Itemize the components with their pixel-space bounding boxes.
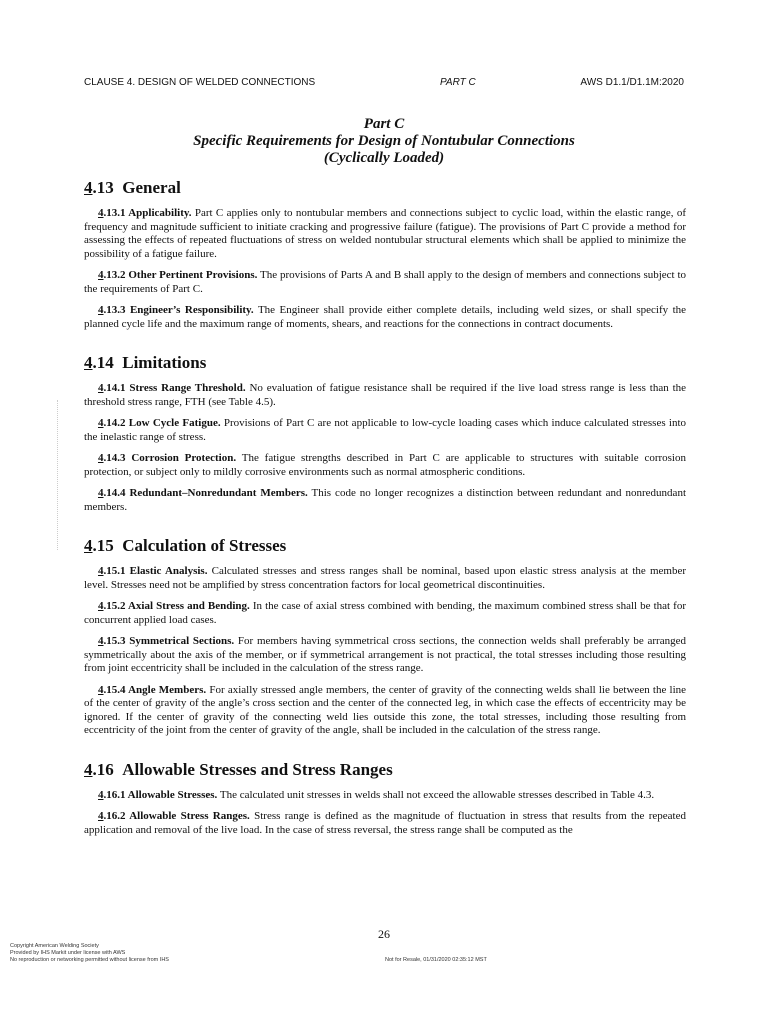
clause-4-13-1: 4.13.1 Applicability. Part C applies only to nontubular members and connections subject to cyclic load, within the elastic range, of frequency and magnitude sufficient to initiate cracking and progressive failure (fatigue). The provisions of Part C provide a method for assessing the effects of repeated fluctuations of stress on welded nontubular structural elements which shall be applied to minimize the possibility of a fatigue failure.: [84, 207, 686, 260]
clause-4-14-2: 4.14.2 Low Cycle Fatigue. Provisions of Part C are not applicable to low-cycle loading cases which induce calculated stresses into the inelastic range of stress.: [84, 417, 687, 443]
part-title: [84, 116, 684, 167]
clause-4-15-2: 4.15.2 Axial Stress and Bending. In the case of axial stress combined with bending, the maximum combined stress shall be that for concurrent applied load cases.: [84, 600, 686, 626]
running-header: [84, 77, 684, 91]
clause-4-13-3: 4.13.3 Engineer’s Responsibility. The Engineer shall provide either complete details, including weld sizes, or shall specify the planned cycle life and the maximum range of moments, shears, and reactions for the connections in contract documents.: [84, 304, 687, 330]
section-4-15: [84, 536, 686, 738]
section-4-14: [84, 353, 686, 514]
clause-4-15-3: 4.15.3 Symmetrical Sections. For members having symmetrical cross sections, the connection welds shall preferably be arranged symmetrically about the axis of the member, or if symmetrical arrangement is not practical, the total stresses including those resulting from joint eccentricity shall be included in the calculation of the stress range.: [84, 635, 686, 674]
header-part: PART C: [440, 77, 476, 88]
section-4-13: [84, 178, 686, 331]
section-heading: 4.14 Limitations: [84, 353, 207, 372]
section-heading: 4.13 General: [84, 178, 181, 197]
part-title-line3: (Cyclically Loaded): [323, 150, 445, 166]
clause-4-16-1: 4.16.1 Allowable Stresses. The calculated unit stresses in welds shall not exceed the allowable stresses described in Table 4.3.: [98, 788, 655, 801]
header-standard: AWS D1.1/D1.1M:2020: [580, 77, 684, 88]
part-title-line1: Part C: [363, 116, 405, 132]
section-heading: 4.15 Calculation of Stresses: [84, 536, 287, 555]
clause-4-15-4: 4.15.4 Angle Members. For axially stressed angle members, the center of gravity of the connecting welds shall lie between the line of the center of gravity of the angle’s cross section and the center of the connected leg, in which case the effects of eccentricity may be ignored. If the center of gravity of the connecting weld lies outside this zone, the total stresses, including those resulting from eccentricity of the joint from the center of gravity of the angle, shall be included in the calculation of the stress range.: [84, 683, 687, 736]
clause-4-13-2: 4.13.2 Other Pertinent Provisions. The provisions of Parts A and B shall apply to the design of members and connections subject to the requirements of Part C.: [84, 269, 687, 295]
clause-4-14-4: 4.14.4 Redundant–Nonredundant Members. This code no longer recognizes a distinction between redundant and nonredundant members.: [84, 487, 686, 513]
clause-4-14-1: 4.14.1 Stress Range Threshold. No evaluation of fatigue resistance shall be required if the live load stress range is less than the threshold stress range, FTH (see Table 4.5).: [84, 382, 687, 408]
page-number: 26: [378, 927, 390, 941]
clause-4-14-3: 4.14.3 Corrosion Protection. The fatigue strengths described in Part C are applicable to structures with suitable corrosion protection, or subject only to mildly corrosive environments such as normal atmospheric conditions.: [84, 452, 686, 478]
section-4-16: [84, 760, 686, 838]
margin-watermark: [57, 400, 64, 550]
section-heading: 4.16 Allowable Stresses and Stress Ranges: [84, 759, 393, 779]
clause-4-15-1: 4.15.1 Elastic Analysis. Calculated stresses and stress ranges shall be nominal, based upon elastic stress analysis at the member level. Stresses need not be amplified by stress concentration factors for local geometrical discontinuities.: [84, 565, 687, 591]
copyright-footer: [10, 943, 169, 964]
part-title-line2: Specific Requirements for Design of Nontubular Connections: [193, 133, 575, 149]
footer-line2: Provided by IHS Markit under license with AWS: [10, 950, 126, 956]
footer-line1: Copyright American Welding Society: [10, 943, 99, 949]
document-body: [84, 178, 686, 859]
resale-notice: Not for Resale, 01/31/2020 02:35:12 MST: [385, 957, 487, 963]
header-clause: CLAUSE 4. DESIGN OF WELDED CONNECTIONS: [84, 77, 316, 88]
clause-4-16-2: 4.16.2 Allowable Stress Ranges. Stress range is defined as the magnitude of fluctuation in stress that results from the repeated application and removal of the live load. In the case of stress reversal, the stress range shall be computed as the: [84, 810, 686, 836]
footer-line3: No reproduction or networking permitted without license from IHS: [10, 957, 169, 963]
